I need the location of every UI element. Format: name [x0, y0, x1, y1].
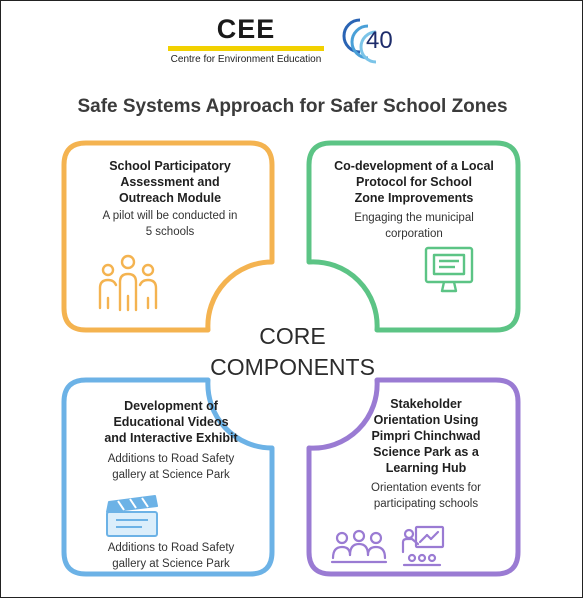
cee-logo-subtitle: Centre for Environment Education	[170, 54, 322, 65]
cee-logo-word: CEE	[216, 14, 276, 44]
bottom-left-body-1: Additions to Road Safety	[107, 453, 235, 465]
bottom-left-heading-1: Development of	[124, 399, 218, 413]
top-right-body-2: corporation	[385, 228, 443, 240]
bottom-left-heading-2: Educational Videos	[113, 415, 229, 429]
core-line-1: CORE	[259, 323, 326, 349]
bottom-left-caption	[76, 540, 266, 572]
bottom-right-heading-3: Pimpri Chinchwad	[371, 429, 481, 443]
monitor-icon	[424, 246, 474, 294]
top-left-heading-2: Assessment and	[120, 175, 220, 189]
presenter-icon	[400, 524, 446, 568]
clapperboard-icon	[104, 494, 160, 538]
bottom-left-caption-2: gallery at Science Park	[112, 558, 230, 570]
bottom-right-heading-4: Science Park as a	[373, 445, 479, 459]
top-right-heading-2: Protocol for School	[356, 175, 472, 189]
core-components-label	[170, 321, 415, 383]
top-right-heading-3: Zone Improvements	[354, 191, 474, 205]
top-right-heading-1: Co-development of a Local	[334, 159, 494, 173]
logo-number-40: 40	[366, 27, 393, 54]
bottom-left-body-2: gallery at Science Park	[112, 469, 230, 481]
top-left-body-1: A pilot will be conducted in	[102, 210, 238, 222]
bottom-right-content	[336, 396, 516, 512]
top-left-body-2: 5 schools	[145, 226, 195, 238]
people-group-icon	[96, 252, 160, 314]
bottom-right-body-1: Orientation events for	[371, 482, 481, 494]
audience-icon	[330, 528, 388, 568]
top-left-content	[80, 158, 260, 240]
bottom-left-content	[76, 398, 266, 483]
page-title: Safe Systems Approach for Safer School Zones	[77, 96, 508, 117]
top-left-heading-1: School Participatory	[109, 159, 231, 173]
bottom-left-caption-1: Additions to Road Safety	[107, 542, 235, 554]
bottom-right-heading-2: Orientation Using	[373, 413, 479, 427]
bottom-right-heading-5: Learning Hub	[385, 461, 467, 475]
top-left-heading-3: Outreach Module	[118, 191, 222, 205]
core-line-2: COMPONENTS	[210, 354, 375, 380]
top-right-body-1: Engaging the municipal	[354, 212, 474, 224]
bottom-left-heading-3: and Interactive Exhibit	[104, 431, 238, 445]
bottom-right-heading-1: Stakeholder	[390, 397, 462, 411]
top-right-content	[318, 158, 510, 242]
bottom-right-body-2: participating schools	[373, 498, 479, 510]
